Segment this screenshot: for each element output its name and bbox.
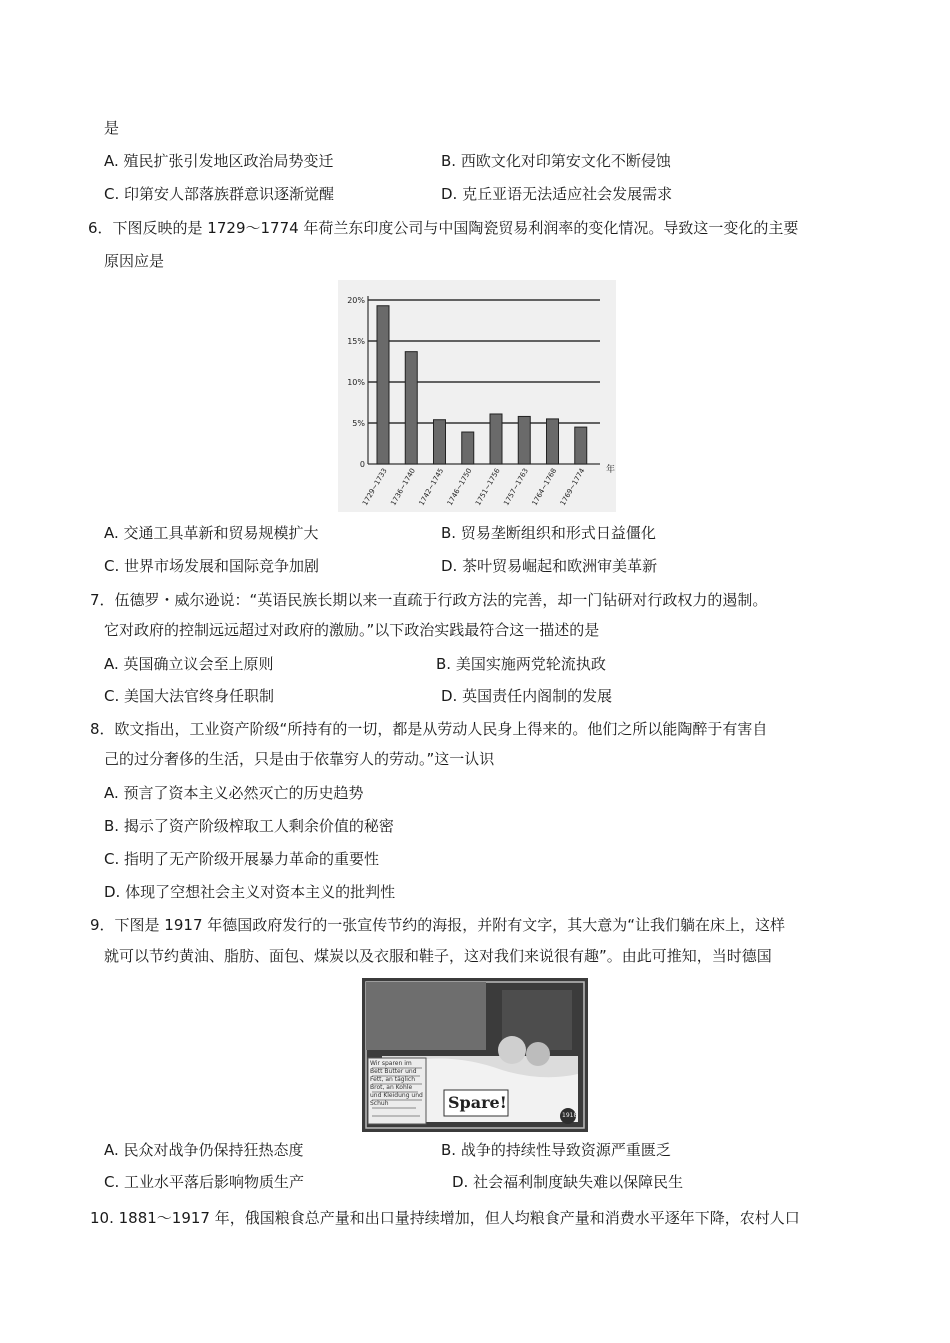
y-tick-label: 15% [347, 337, 365, 346]
q8-option-b: B. 揭示了资产阶级榨取工人剩余价值的秘密 [104, 817, 394, 835]
q8-option-d: D. 体现了空想社会主义对资本主义的批判性 [104, 883, 396, 901]
x-tick-label: 1742~1745 [417, 467, 446, 507]
bar [518, 416, 530, 464]
q7-option-d: D. 英国责任内阁制的发展 [441, 687, 613, 705]
poster-caption: Wir sparen im Bett Butter und Fett, an täglich Brot, an Kohle und Kleidung und Schuh [370, 1060, 423, 1107]
q8-stem-line2: 己的过分奢侈的生活，只是由于依靠穷人的劳动。”这一认识 [104, 750, 495, 768]
q8-stem-line1: 8．欧文指出，工业资产阶级“所持有的一切，都是从劳动人民身上得来的。他们之所以能陶醉于有害自 [90, 720, 768, 738]
bar [547, 419, 559, 464]
q9-option-d: D. 社会福利制度缺失难以保障民生 [452, 1173, 684, 1191]
q5-option-b: B. 西欧文化对印第安文化不断侵蚀 [441, 152, 671, 170]
q9-option-a: A. 民众对战争仍保持狂热态度 [104, 1141, 304, 1159]
q7-option-a: A. 英国确立议会至上原则 [104, 655, 274, 673]
x-tick-label: 1757~1763 [502, 467, 530, 507]
q5-tail: 是 [104, 119, 120, 137]
q7-stem-line2: 它对政府的控制远远超过对政府的激励。”以下政治实践最符合这一描述的是 [104, 621, 600, 639]
x-tick-label: 1729~1733 [361, 467, 389, 507]
q9-option-b: B. 战争的持续性导致资源严重匮乏 [441, 1141, 671, 1159]
bar [405, 352, 417, 464]
q5-option-c: C. 印第安人部落族群意识逐渐觉醒 [104, 185, 335, 203]
q6-option-a: A. 交通工具革新和贸易规模扩大 [104, 524, 319, 542]
y-tick-label: 10% [347, 378, 365, 387]
x-tick-label: 1746~1750 [445, 467, 474, 507]
q6-stem-line2: 原因应是 [104, 252, 165, 270]
x-tick-label: 1736~1740 [389, 467, 417, 507]
q6-option-b: B. 贸易垄断组织和形式日益僵化 [441, 524, 656, 542]
q6-stem-line1: 6．下图反映的是 1729～1774 年荷兰东印度公司与中国陶瓷贸易利润率的变化情况。导致这一变化的主要 [88, 219, 799, 237]
q9-stem-line1: 9．下图是 1917 年德国政府发行的一张宣传节约的海报，并附有文字，其大意为“让我们躺在床上，这样 [90, 916, 786, 934]
q9-option-c: C. 工业水平落后影响物质生产 [104, 1173, 305, 1191]
bar [377, 306, 389, 464]
bar [575, 427, 587, 464]
q8-option-c: C. 指明了无产阶级开展暴力革命的重要性 [104, 850, 380, 868]
y-tick-label: 5% [352, 419, 365, 428]
x-tick-label: 1769~1774 [558, 467, 587, 507]
propaganda-poster [362, 978, 588, 1132]
q7-option-b: B. 美国实施两党轮流执政 [436, 655, 606, 673]
poster-mark: 1918 [562, 1112, 578, 1119]
x-tick-label: 1764~1768 [530, 467, 559, 507]
q6-option-d: D. 茶叶贸易崛起和欧洲审美革新 [441, 557, 658, 575]
q10-stem-line1: 10. 1881～1917 年，俄国粮食总产量和出口量持续增加，但人均粮食产量和消费水平逐年下降，农村人口 [90, 1209, 800, 1227]
q9-stem-line2: 就可以节约黄油、脂肪、面包、煤炭以及衣服和鞋子，这对我们来说很有趣”。由此可推知，当时德国 [104, 947, 772, 965]
q7-stem-line1: 7．伍德罗・威尔逊说：“英语民族长期以来一直疏于行政方法的完善，却一门钻研对行政权力的遏制。 [90, 591, 768, 609]
q5-option-a: A. 殖民扩张引发地区政治局势变迁 [104, 152, 334, 170]
y-tick-label: 0 [359, 460, 365, 469]
profit-rate-chart [338, 280, 616, 512]
q6-option-c: C. 世界市场发展和国际竞争加剧 [104, 557, 320, 575]
chart-svg [338, 280, 616, 512]
bar [490, 414, 502, 464]
bar [462, 432, 474, 464]
poster-title: Spare! [448, 1093, 507, 1112]
q8-option-a: A. 预言了资本主义必然灭亡的历史趋势 [104, 784, 364, 802]
y-tick-label: 20% [347, 296, 365, 305]
x-axis-label: 年 [606, 465, 616, 475]
q7-option-c: C. 美国大法官终身任职制 [104, 687, 275, 705]
q5-option-d: D. 克丘亚语无法适应社会发展需求 [441, 185, 673, 203]
x-tick-label: 1751~1756 [474, 467, 502, 507]
bar [434, 420, 446, 464]
